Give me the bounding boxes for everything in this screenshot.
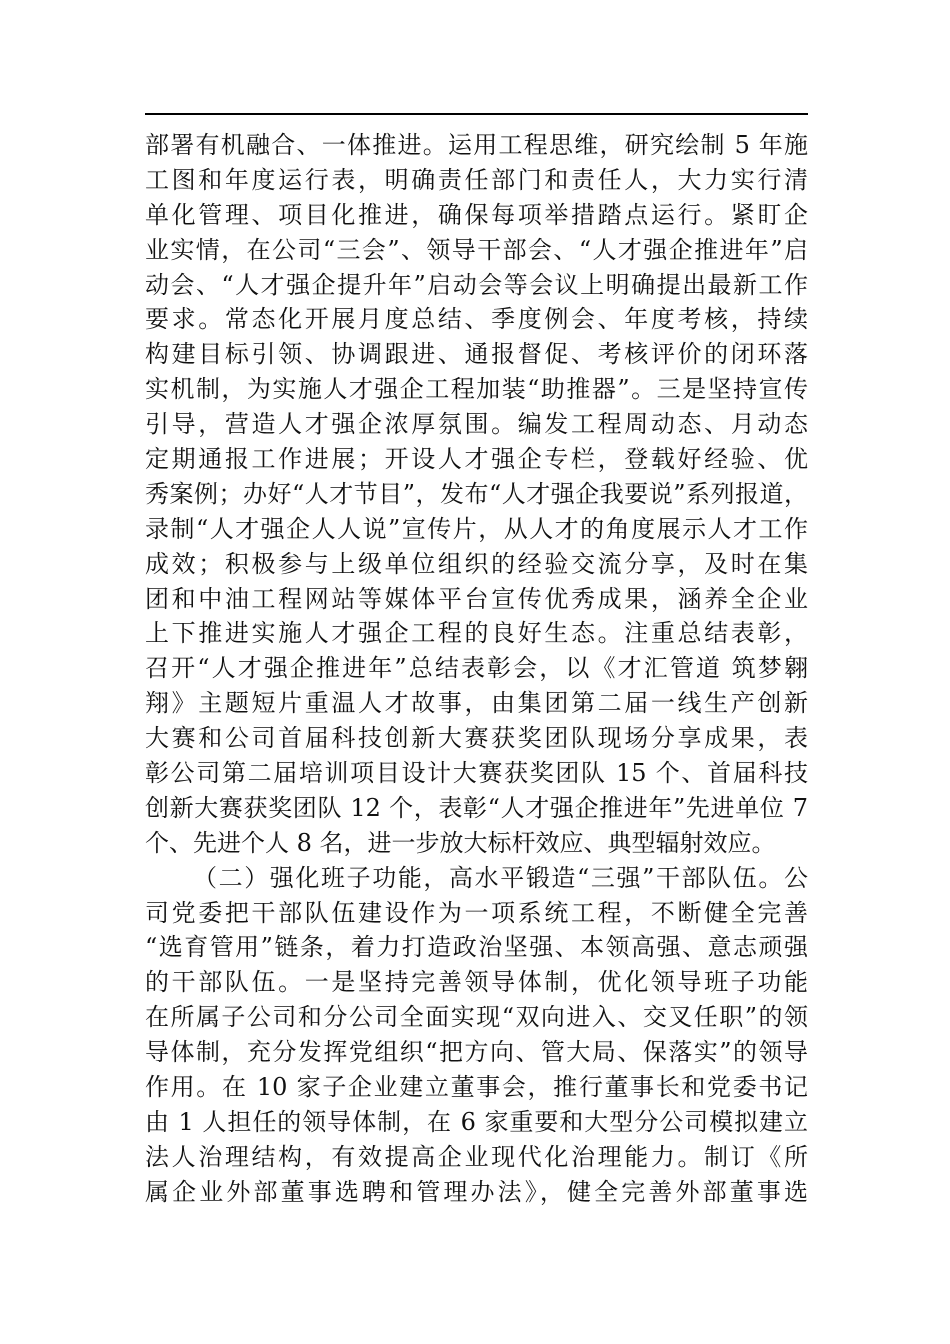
text-line: 动会、“人才强企提升年”启动会等会议上明确提出最新工作 [145, 270, 808, 299]
text-line: 创新大赛获奖团队 12 个，表彰“人才强企推进年”先进单位 7 [145, 793, 808, 822]
text-line: 司党委把干部队伍建设作为一项系统工程，不断健全完善 [145, 898, 808, 927]
text-line: 要求。常态化开展月度总结、季度例会、年度考核，持续 [145, 305, 808, 334]
section-heading-line: （二）强化班子功能，高水平锻造“三强”干部队伍。公 [193, 863, 808, 892]
text-line: 由 1 人担任的领导体制，在 6 家重要和大型分公司模拟建立 [145, 1107, 808, 1136]
text-line: 成效；积极参与上级单位组织的经验交流分享，及时在集 [145, 549, 808, 578]
body-text [145, 128, 808, 1210]
text-line: 导体制，充分发挥党组织“把方向、管大局、保落实”的领导 [145, 1038, 808, 1067]
text-line: 单化管理、项目化推进，确保每项举措踏点运行。紧盯企 [145, 200, 808, 229]
text-line: 录制“人才强企人人说”宣传片，从人才的角度展示人才工作 [145, 514, 808, 543]
text-line: 翔》主题短片重温人才故事，由集团第二届一线生产创新 [145, 689, 808, 718]
text-line: 召开“人才强企推进年”总结表彰会，以《才汇管道 筑梦翱 [145, 654, 808, 683]
text-line: “选育管用”链条，着力打造政治坚强、本领高强、意志顽强 [145, 933, 808, 962]
text-line: 法人治理结构，有效提高企业现代化治理能力。制订《所 [145, 1142, 808, 1171]
text-line: 部署有机融合、一体推进。运用工程思维，研究绘制 5 年施 [145, 131, 808, 159]
text-line: 引导，营造人才强企浓厚氛围。编发工程周动态、月动态 [145, 410, 808, 439]
text-line: 在所属子公司和分公司全面实现“双向进入、交叉任职”的领 [145, 1003, 808, 1032]
text-line: 实机制，为实施人才强企工程加装“助推器”。三是坚持宣传 [145, 375, 808, 404]
text-line: 秀案例；办好“人才节目”，发布“人才强企我要说”系列报道， [145, 479, 808, 508]
text-line: 彰公司第二届培训项目设计大赛获奖团队 15 个、首届科技 [145, 759, 808, 788]
text-line: 工图和年度运行表，明确责任部门和责任人，大力实行清 [145, 165, 808, 194]
text-line: 的干部队伍。一是坚持完善领导体制，优化领导班子功能 [145, 968, 808, 997]
header-rule [145, 113, 808, 115]
text-line: 大赛和公司首届科技创新大赛获奖团队现场分享成果，表 [145, 724, 808, 753]
text-line: 构建目标引领、协调跟进、通报督促、考核评价的闭环落 [145, 340, 808, 369]
text-line: 属企业外部董事选聘和管理办法》，健全完善外部董事选 [145, 1177, 808, 1206]
text-line: 个、先进个人 8 名，进一步放大标杆效应、典型辐射效应。 [145, 828, 776, 857]
text-line: 作用。在 10 家子企业建立董事会，推行董事长和党委书记 [145, 1073, 808, 1102]
text-line: 团和中油工程网站等媒体平台宣传优秀成果，涵养全企业 [145, 584, 808, 613]
text-line: 上下推进实施人才强企工程的良好生态。注重总结表彰， [145, 619, 808, 648]
text-line: 定期通报工作进展；开设人才强企专栏，登载好经验、优 [145, 445, 808, 474]
text-line: 业实情，在公司“三会”、领导干部会、“人才强企推进年”启 [145, 235, 808, 264]
